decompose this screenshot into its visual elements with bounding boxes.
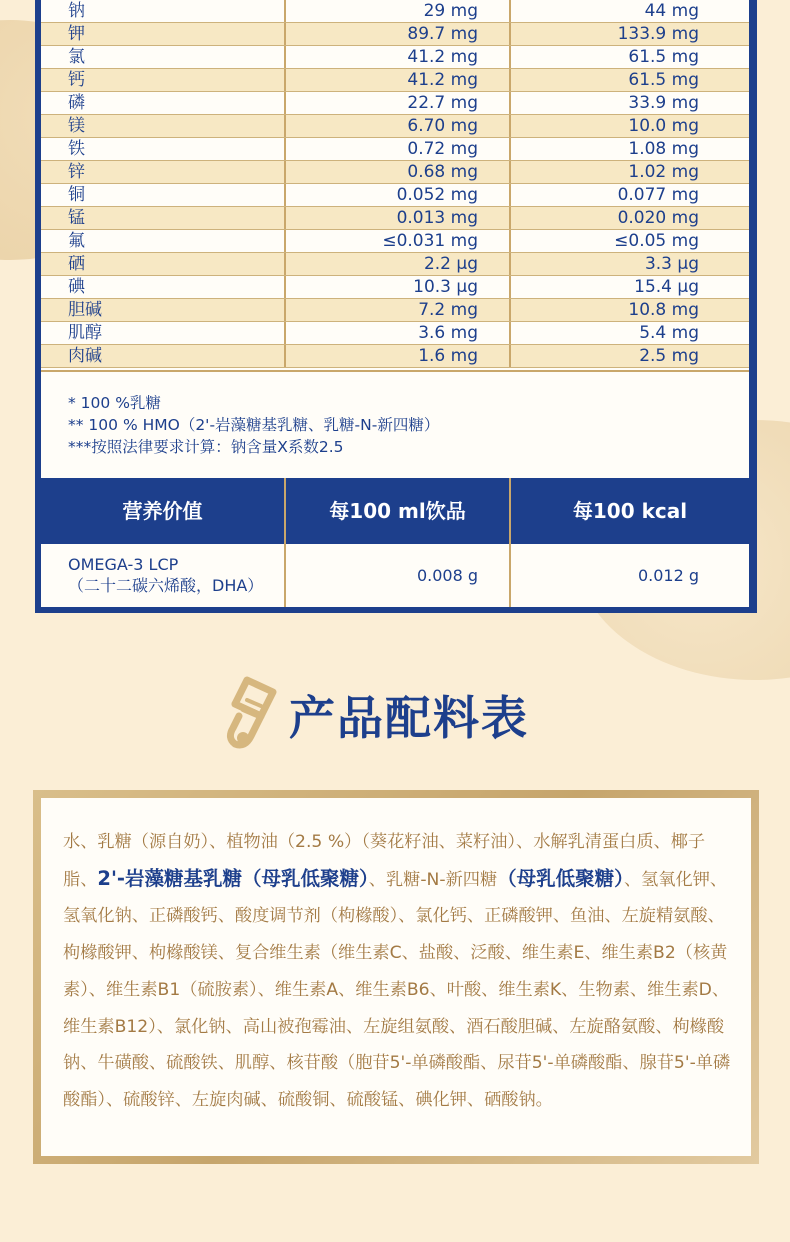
mineral-rows [41,0,749,368]
value-per-100kcal: 133.9 mg [509,23,749,45]
table-row [41,23,749,46]
footnote-sodium: ***按照法律要求计算：钠含量X系数2.5 [68,438,344,456]
footnotes [41,370,749,478]
ingredients-panel [41,798,751,1156]
header-nutrition-value: 营养价值 [122,499,203,523]
nutrient-name: 碘 [68,277,85,297]
table-row [41,253,749,276]
value-per-100ml: 6.70 mg [284,115,509,137]
value-per-100kcal: 1.02 mg [509,161,749,183]
value-per-100ml: 1.6 mg [284,345,509,367]
value-per-100ml: 29 mg [284,0,509,22]
nutrient-name: 钠 [68,1,85,21]
table-row [41,207,749,230]
value-per-100kcal: 33.9 mg [509,92,749,114]
nutrient-name: 铁 [68,139,85,159]
footnote-lactose: * 100 %乳糖 [68,394,161,412]
value-per-100kcal: 61.5 mg [509,46,749,68]
nutrient-name: 锰 [68,208,85,228]
table-row [41,276,749,299]
nutrient-name: 钙 [68,70,85,90]
nutrition-table-frame [35,0,757,613]
table-row [41,0,749,23]
nutrient-name: 氯 [68,47,85,67]
nutrient-name: 锌 [68,162,85,182]
table-row [41,92,749,115]
value-per-100ml: 41.2 mg [284,46,509,68]
value-per-100kcal: 3.3 μg [509,253,749,275]
ingredients-box [33,790,759,1164]
value-per-100kcal: 0.077 mg [509,184,749,206]
table-row [41,299,749,322]
omega-name-line2: （二十二碳六烯酸，DHA） [68,576,264,595]
value-per-100kcal: 0.020 mg [509,207,749,229]
omega-per-100kcal: 0.012 g [509,544,749,607]
ingredients-emphasis-1: 2'-岩藻糖基乳糖（母乳低聚糖） [97,866,369,890]
table-row [41,345,749,368]
value-per-100ml: 89.7 mg [284,23,509,45]
ingredients-text [63,824,735,1119]
value-per-100ml: 10.3 μg [284,276,509,298]
nutrient-name: 胆碱 [68,300,102,320]
value-per-100ml: 22.7 mg [284,92,509,114]
value-per-100kcal: 5.4 mg [509,322,749,344]
nutrient-name: 镁 [68,116,85,136]
value-per-100ml: 3.6 mg [284,322,509,344]
nutrient-name: 硒 [68,254,85,274]
table-row [41,230,749,253]
value-per-100kcal: 10.8 mg [509,299,749,321]
value-per-100ml: 41.2 mg [284,69,509,91]
value-per-100ml: 0.68 mg [284,161,509,183]
ingredients-part-3: 、氢氧化钾、氢氧化钠、正磷酸钙、酸度调节剂（枸橼酸）、氯化钙、正磷酸钾、鱼油、左旋精氨酸、枸橼酸钾、枸橼酸镁、复合维生素（维生素C、盐酸、泛酸、维生素E、维生素B2（核黄素）、维生素B1（硫胺素）、维生素A、维生素B6、叶酸、维生素K、生物素、维生素D、维生素B12）、氯化钠、高山被孢霉油、左旋组氨酸、酒石酸胆碱、左旋酪氨酸、枸橼酸钠、牛磺酸、硫酸铁、肌醇、核苷酸（胞苷5'-单磷酸酯、尿苷5'-单磷酸酯、腺苷5'-单磷酸酯）、硫酸锌、左旋肉碱、硫酸铜、硫酸锰、碘化钾、硒酸钠。 [63,869,731,1110]
table-row [41,46,749,69]
value-per-100kcal: 15.4 μg [509,276,749,298]
footnote-hmo: ** 100 % HMO（2'-岩藻糖基乳糖、乳糖-N-新四糖） [68,416,440,434]
header-per-100kcal: 每100 kcal [509,478,749,544]
value-per-100ml: 0.013 mg [284,207,509,229]
value-per-100kcal: 1.08 mg [509,138,749,160]
table-header [41,478,749,544]
nutrient-name: 磷 [68,93,85,113]
value-per-100ml: 0.052 mg [284,184,509,206]
omega-row [41,544,749,607]
value-per-100kcal: 61.5 mg [509,69,749,91]
table-row [41,115,749,138]
table-row [41,161,749,184]
value-per-100kcal: ≤0.05 mg [509,230,749,252]
ingredients-part-2: 、乳糖-N-新四糖 [368,869,498,890]
nutrient-name: 肉碱 [68,346,102,366]
value-per-100kcal: 10.0 mg [509,115,749,137]
nutrient-name: 氟 [68,231,85,251]
nutrition-table [41,0,749,607]
nutrient-name: 肌醇 [68,323,102,343]
section-title-text: 产品配料表 [289,691,529,745]
omega-name [41,544,284,607]
value-per-100kcal: 44 mg [509,0,749,22]
scroll-document-icon [225,672,289,756]
value-per-100ml: 0.72 mg [284,138,509,160]
ingredients-part-1: 水、乳糖（源自奶）、植物油（2.5 %）（葵花籽油、菜籽油）、水解乳清蛋白质、椰子脂、 [63,832,706,890]
nutrient-name: 钾 [68,24,85,44]
table-row [41,184,749,207]
table-row [41,138,749,161]
table-row [41,322,749,345]
omega-per-100ml: 0.008 g [284,544,509,607]
value-per-100ml: ≤0.031 mg [284,230,509,252]
ingredients-emphasis-2: （母乳低聚糖） [497,866,624,890]
omega-name-line1: OMEGA-3 LCP [68,555,179,574]
header-per-100ml: 每100 ml饮品 [284,478,509,544]
nutrient-name: 铜 [68,185,85,205]
section-title [225,672,585,756]
value-per-100kcal: 2.5 mg [509,345,749,367]
value-per-100ml: 7.2 mg [284,299,509,321]
table-row [41,69,749,92]
value-per-100ml: 2.2 μg [284,253,509,275]
